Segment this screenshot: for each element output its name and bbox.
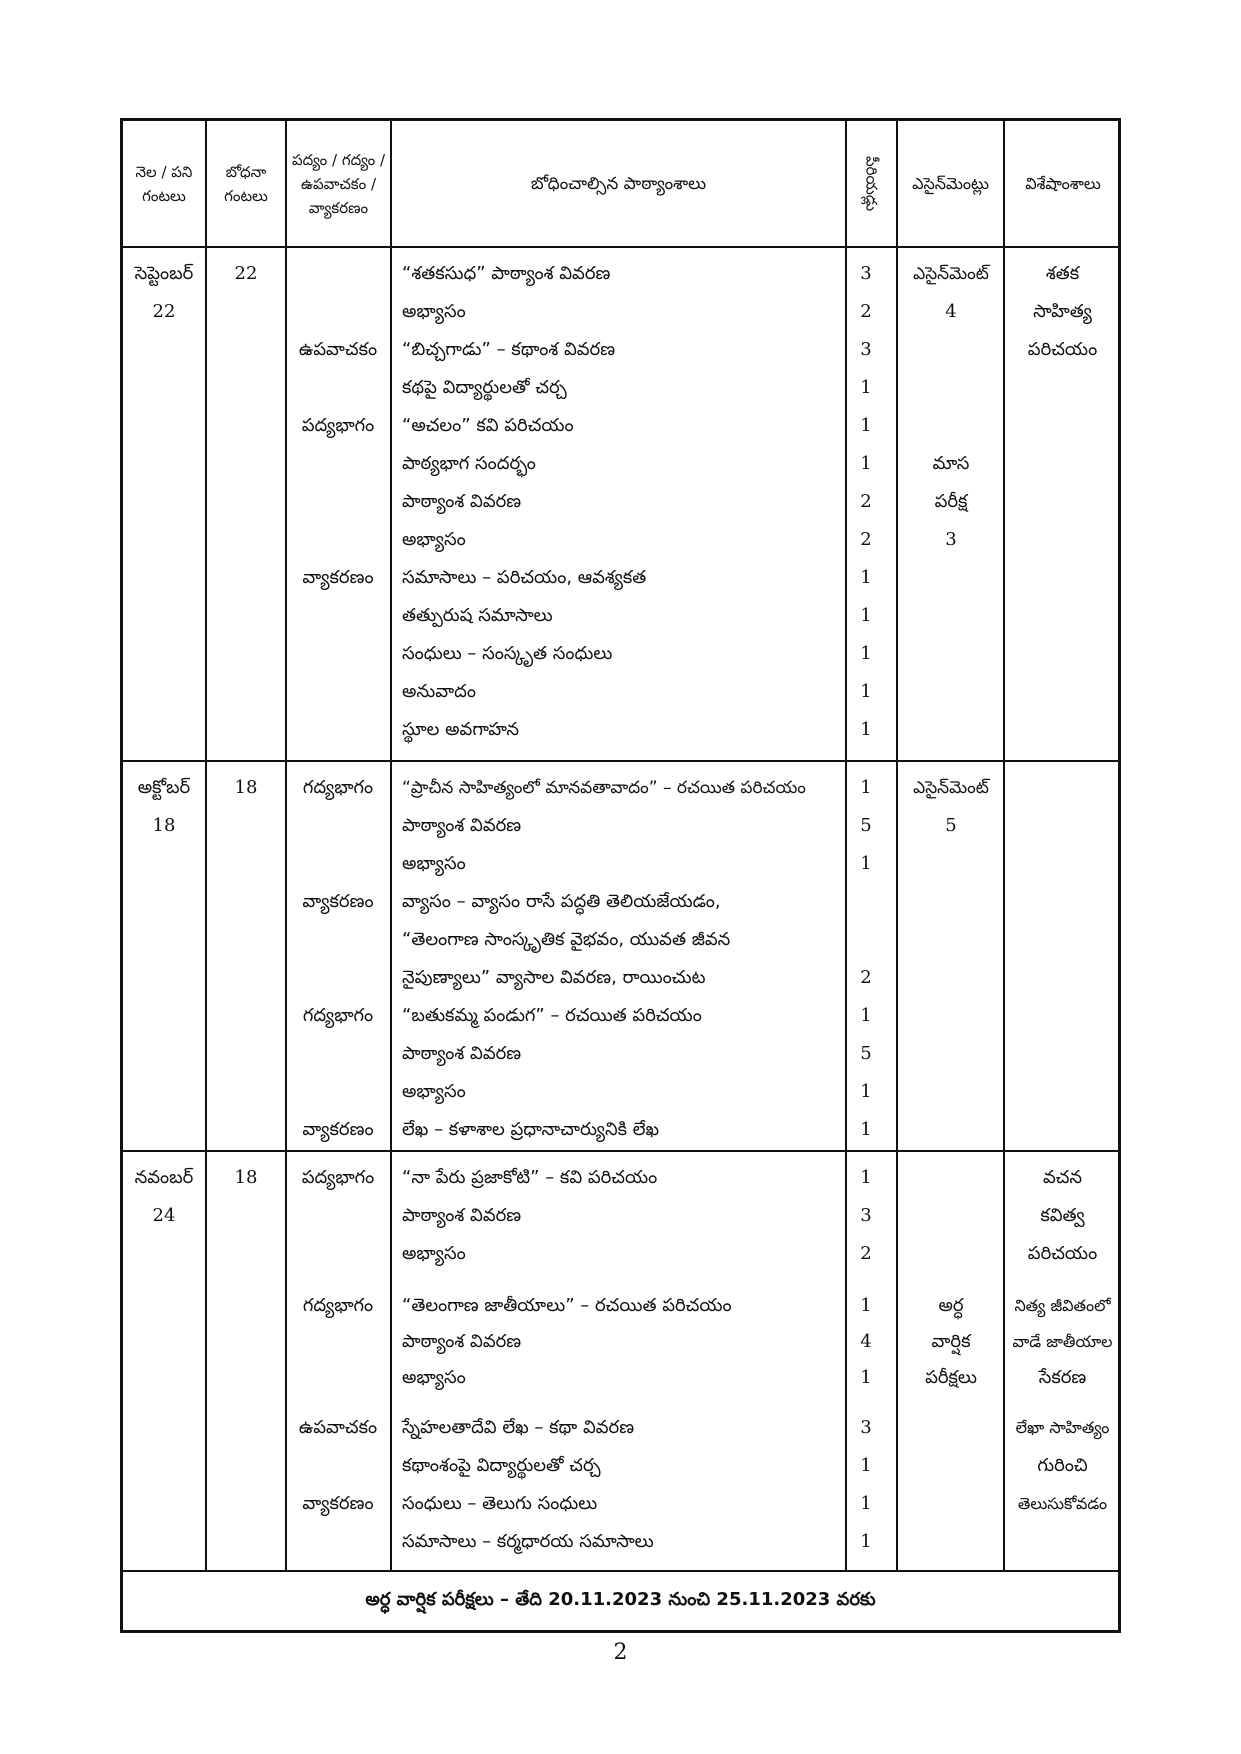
header-special: విశేషాంశాలు: [1025, 174, 1101, 193]
oct-row-topic: లేఖ – కళాశాల ప్రధానాచార్యునికి లేఖ: [402, 1119, 660, 1140]
sept-special-line2: సాహిత్య: [1033, 301, 1092, 322]
nov-month: నవంబర్: [134, 1167, 194, 1188]
nov-row-category: వ్యాకరణం: [302, 1493, 374, 1514]
oct-row-category: గద్యభాగం: [302, 777, 374, 798]
nov-row-topic: అభ్యాసం: [402, 1243, 466, 1264]
sept-row-periods: 1: [860, 605, 872, 626]
nov-special2-line2: వాడే జాతీయాల: [1012, 1332, 1113, 1351]
oct-hours: 18: [234, 777, 258, 798]
sept-row-topic: సంధులు – సంస్కృత సంధులు: [402, 643, 613, 664]
oct-row-topic: పాఠ్యాంశ వివరణ: [402, 1043, 522, 1064]
nov-row-topic: సంధులు – తెలుగు సంధులు: [402, 1493, 598, 1514]
oct-row-topic: పాఠ్యాంశ వివరణ: [402, 815, 522, 836]
sept-row-periods: 1: [860, 415, 872, 436]
nov-row-periods: 1: [860, 1531, 872, 1552]
oct-month-days: 18: [152, 815, 176, 836]
nov-special2-line3: సేకరణ: [1038, 1367, 1087, 1388]
sept-special-line1: శతక: [1045, 263, 1080, 284]
nov-assign-line3: పరీక్షలు: [925, 1367, 977, 1388]
nov-special3-line1: లేఖా సాహిత్యం: [1015, 1418, 1110, 1437]
header-category: పద్యం / గద్యం / ఉపవాచకం / వ్యాకరణం: [291, 151, 386, 217]
oct-row-topic: వ్యాసం – వ్యాసం రాసే పద్ధతి తెలియజేయడం,: [402, 891, 721, 912]
oct-row-periods: 5: [860, 815, 872, 836]
exam-dates-footer: అర్ధ వార్షిక పరీక్షలు – తేది 20.11.2023 నుంచి 25.11.2023 వరకు: [365, 1589, 876, 1610]
oct-row-periods: 1: [860, 777, 872, 798]
nov-special3-line2: గురించి: [1037, 1455, 1088, 1476]
nov-row-category: గద్యభాగం: [302, 1295, 374, 1316]
schedule-table-frame: [120, 118, 1121, 1633]
sept-row-topic: “అచలం” కవి పరిచయం: [402, 415, 574, 436]
nov-row-topic: స్నేహలతాదేవి లేఖ – కథా వివరణ: [402, 1417, 635, 1438]
oct-row-topic: “తెలంగాణ సాంస్కృతిక వైభవం, యువత జీవన: [402, 929, 731, 950]
oct-row-periods: 2: [860, 967, 872, 988]
header-month: నెల / పని గంటలు: [135, 163, 193, 205]
nov-row-category: పద్యభాగం: [301, 1167, 375, 1188]
nov-special1-line3: పరిచయం: [1027, 1243, 1098, 1264]
oct-row-topic: “బతుకమ్మ పండుగ” – రచయిత పరిచయం: [402, 1005, 702, 1026]
sept-row-topic: అనువాదం: [402, 681, 476, 702]
nov-row-topic: అభ్యాసం: [402, 1367, 466, 1388]
nov-row-topic: “తెలంగాణ జాతీయాలు” – రచయిత పరిచయం: [402, 1295, 732, 1316]
header-periods: [847, 122, 896, 246]
nov-row-category: ఉపవాచకం: [298, 1417, 378, 1438]
nov-row-topic: సమాసాలు – కర్మధారయ సమాసాలు: [402, 1531, 654, 1552]
sept-row-category: ఉపవాచకం: [298, 339, 378, 360]
sept-row-topic: తత్పురుష సమాసాలు: [402, 605, 553, 626]
page-number: 2: [613, 1640, 628, 1665]
nov-assign-line1: అర్ధ: [938, 1295, 964, 1316]
oct-row-periods: 1: [860, 853, 872, 874]
sept-row-periods: 1: [860, 567, 872, 588]
sept-row-topic: పాఠ్యభాగ సందర్భం: [402, 453, 536, 474]
sept-row-periods: 2: [860, 301, 872, 322]
sept-row-periods: 1: [860, 681, 872, 702]
sept-row-periods: 1: [860, 377, 872, 398]
nov-special2-line1: నిత్య జీవితంలో: [1014, 1296, 1111, 1315]
nov-row-periods: 1: [860, 1455, 872, 1476]
sept-row-topic: కథపై విద్యార్థులతో చర్చ: [402, 377, 567, 398]
nov-row-topic: పాఠ్యాంశ వివరణ: [402, 1205, 522, 1226]
sept-row-periods: 1: [860, 453, 872, 474]
sept-row-topic: అభ్యాసం: [402, 529, 466, 550]
sept-row-topic: పాఠ్యాంశ వివరణ: [402, 491, 522, 512]
nov-row-periods: 1: [860, 1367, 872, 1388]
sept-hours: 22: [234, 263, 258, 284]
sept-assign1-label: ఎసైన్‌మెంట్: [913, 264, 989, 284]
sept-row-topic: సమాసాలు – పరిచయం, ఆవశ్యకత: [402, 567, 647, 588]
sept-row-topic: “శతకసుధ” పాఠ్యాంశ వివరణ: [402, 263, 611, 284]
sept-month: సెప్టెంబర్: [134, 263, 194, 284]
sept-row-periods: 2: [860, 491, 872, 512]
header-topics: బోధించాల్సిన పాఠ్యాంశాలు: [530, 174, 707, 194]
oct-row-topic: అభ్యాసం: [402, 853, 466, 874]
sept-row-periods: 3: [860, 339, 872, 360]
oct-row-topic: “ప్రాచీన సాహిత్యంలో మానవతావాదం” – రచయిత పరిచయం: [402, 778, 806, 798]
oct-row-periods: 5: [860, 1043, 872, 1064]
oct-row-category: గద్యభాగం: [302, 1005, 374, 1026]
sept-assign2-line2: పరీక్ష: [934, 491, 968, 512]
sept-row-topic: “బిచ్చగాడు” – కథాంశ వివరణ: [402, 339, 616, 360]
oct-row-periods: 1: [860, 1081, 872, 1102]
sept-special-line3: పరిచయం: [1027, 339, 1098, 360]
oct-row-topic: అభ్యాసం: [402, 1081, 466, 1102]
oct-month: అక్టోబర్: [137, 777, 191, 798]
nov-row-periods: 1: [860, 1493, 872, 1514]
sept-assign1-number: 4: [945, 301, 957, 322]
nov-row-periods: 3: [860, 1205, 872, 1226]
sept-assign2-number: 3: [945, 529, 957, 550]
nov-special1-line1: వచన: [1042, 1167, 1083, 1188]
nov-month-days: 24: [152, 1205, 176, 1226]
sept-month-days: 22: [152, 301, 176, 322]
nov-special3-line3: తెలుసుకోవడం: [1017, 1494, 1108, 1513]
oct-row-topic: నైపుణ్యాలు” వ్యాసాల వివరణ, రాయించుట: [402, 967, 706, 988]
nov-row-periods: 2: [860, 1243, 872, 1264]
nov-row-periods: 4: [860, 1331, 872, 1352]
oct-assign-number: 5: [945, 815, 957, 836]
nov-row-topic: కథాంశంపై విద్యార్థులతో చర్చ: [402, 1455, 601, 1476]
sept-row-category: వ్యాకరణం: [302, 567, 374, 588]
oct-row-periods: 1: [860, 1119, 872, 1140]
sept-row-periods: 1: [860, 643, 872, 664]
sept-row-periods: 3: [860, 263, 872, 284]
nov-row-periods: 3: [860, 1417, 872, 1438]
sept-row-topic: అభ్యాసం: [402, 301, 466, 322]
nov-special1-line2: కవిత్వ: [1040, 1205, 1085, 1226]
oct-assign-label: ఎసైన్‌మెంట్: [913, 778, 989, 798]
sept-row-category: పద్యభాగం: [301, 415, 375, 436]
header-hours: బోధనా గంటలు: [224, 163, 268, 205]
nov-hours: 18: [234, 1167, 258, 1188]
header-assignments: ఎసైన్‌మెంట్లు: [912, 174, 989, 193]
header-periods-label: పీరియడ్లు: [862, 156, 881, 212]
oct-row-category: వ్యాకరణం: [302, 891, 374, 912]
nov-row-topic: “నా పేరు ప్రజాకోటి” – కవి పరిచయం: [402, 1167, 658, 1188]
sept-row-periods: 2: [860, 529, 872, 550]
oct-row-category: వ్యాకరణం: [302, 1119, 374, 1140]
sept-row-periods: 1: [860, 719, 872, 740]
nov-row-periods: 1: [860, 1295, 872, 1316]
nov-row-periods: 1: [860, 1167, 872, 1188]
nov-assign-line2: వార్షిక: [931, 1331, 971, 1352]
sept-assign2-line1: మాస: [932, 453, 970, 474]
oct-row-periods: 1: [860, 1005, 872, 1026]
nov-row-topic: పాఠ్యాంశ వివరణ: [402, 1331, 522, 1352]
sept-row-topic: స్థూల అవగాహన: [402, 719, 520, 740]
